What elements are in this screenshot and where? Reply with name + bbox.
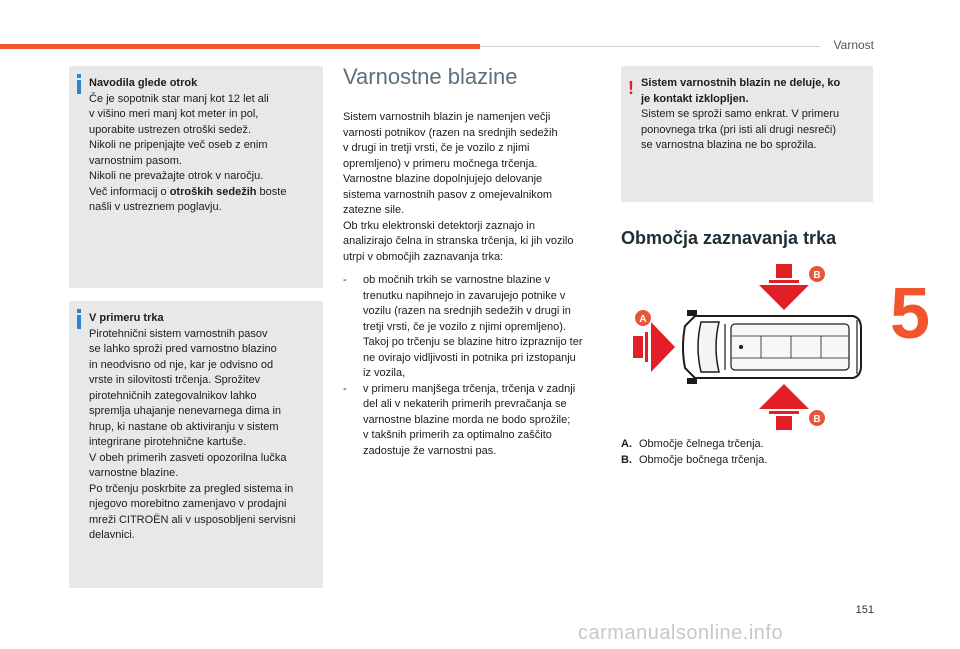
text-line: sistema varnostnih pasov z omejevalnikom: [343, 188, 553, 201]
text-line: delavnici.: [89, 529, 135, 541]
text-line: V obeh primerih zasveti opozorilna lučka: [89, 451, 287, 464]
side-impact-arrow-top: [759, 264, 809, 310]
side-impact-arrow-bottom: [759, 384, 809, 430]
info-box-collision-title: V primeru trka: [89, 312, 164, 324]
text-line: Sistem se sproži samo enkrat. V primeru: [641, 108, 840, 120]
text-line: [89, 185, 317, 201]
text-line: zatezne sile.: [343, 204, 405, 216]
text-line: varnostne blazine morda ne bodo sprožile;: [363, 413, 571, 426]
page-title: Varnostne blazine: [343, 64, 518, 89]
text-line: Ob trku elektronski detektorji zaznajo in: [343, 219, 535, 232]
text-line: pirotehničnih zategovalnikov lahko: [89, 389, 257, 402]
info-box-children: [69, 66, 323, 288]
warning-box-text: [641, 76, 867, 154]
text-line: analizirajo čelna in stranska trčenja, ki jih vozilo: [343, 235, 574, 247]
bullet-list: [343, 273, 605, 459]
text-line: zadostuje že varnostni pas.: [363, 444, 497, 457]
text-line: integrirane pirotehnične kartuše.: [89, 436, 247, 448]
text-line: v drugi in tretji vrsti, če je vozilo z njimi: [343, 142, 530, 154]
text-line: Nikoli ne prevažajte otrok v naročju.: [89, 170, 264, 182]
list-dash: -: [343, 382, 347, 395]
text-line: Pirotehnični sistem varnostnih pasov: [89, 327, 268, 340]
text-line: ponovnega trka (pri isti ali drugi nesreči): [641, 123, 837, 136]
watermark: carmanualsonline.info: [578, 622, 784, 644]
text-line: utrpi v območjih zaznavanja trka:: [343, 250, 504, 263]
text-line: varnostne blazine.: [89, 467, 179, 479]
text-line: hrup, ki nastane ob aktiviranju v sistem: [89, 420, 279, 433]
legend-text: Območje bočnega trčenja.: [639, 453, 768, 466]
text-line: trenutku napihnejo in zavarujejo potnike v: [363, 289, 566, 302]
text-line: Sistem varnostnih blazin je namenjen večji: [343, 111, 551, 123]
text-line: uporabite ustrezen otroški sedež.: [89, 123, 252, 136]
text-line: ne ovirajo vidljivosti in potnika pri izstopanju: [363, 351, 576, 364]
text-line: v primeru manjšega trčenja, trčenja v zadnji: [363, 382, 576, 395]
detection-heading: Območja zaznavanja trka: [621, 228, 837, 248]
chapter-number: 5: [889, 274, 930, 354]
info-icon: [77, 80, 81, 94]
text-line: Nikoli ne pripenjajte več oseb z enim: [89, 139, 268, 151]
text-line: spremlja uhajanje nenevarnega dima in: [89, 405, 282, 417]
page-number: 151: [855, 604, 874, 616]
text-line: opremljeno) v primeru močnega trčenja.: [343, 157, 538, 170]
text-line: v višino meri manj kot meter in pol,: [89, 108, 259, 120]
legend-item: [621, 437, 767, 453]
text-line: Če je sopotnik star manj kot 12 let ali: [89, 92, 269, 105]
marker-a-label: A: [639, 314, 647, 325]
list-dash: -: [343, 274, 347, 286]
marker-b-bottom: [809, 410, 825, 426]
text-line: Po trčenju poskrbite za pregled sistema in: [89, 482, 294, 495]
section-title: Varnost: [833, 38, 874, 52]
text-line: in neodvisno od nje, kar je odvisno od: [89, 358, 274, 371]
marker-b-label: B: [813, 270, 821, 281]
text-line: vozilu (razen na srednjih sedežih v drugi in: [363, 305, 571, 317]
text-line: varnostnim pasom.: [89, 154, 182, 167]
info-box-collision-text: [89, 311, 317, 544]
info-box-children-text: [89, 76, 317, 216]
marker-a: [635, 310, 651, 326]
text-run: boste: [256, 185, 287, 198]
header-accent-bar: [0, 44, 480, 49]
text-line: se varnostna blazina ne bo sprožila.: [641, 139, 817, 151]
legend-item: [621, 453, 767, 469]
text-line: se lahko sproži pred varnostno blazino: [89, 343, 277, 355]
warning-box: [621, 66, 873, 202]
diagram-legend: [621, 437, 767, 468]
legend-label: A.: [621, 438, 632, 450]
child-seats-reference: otroških sedežih: [169, 185, 257, 198]
warning-box-title: je kontakt izklopljen.: [641, 92, 749, 105]
vehicle-top-view: [683, 310, 861, 384]
detection-zones-diagram: [621, 258, 871, 434]
text-line: ob močnih trkih se varnostne blazine v: [363, 274, 551, 286]
text-line: Takoj po trčenju se blazine hitro izpraznijo ter: [363, 336, 583, 348]
header-rule: [480, 46, 820, 47]
info-box-collision: [69, 301, 323, 588]
text-run: Več informacij o: [89, 185, 170, 198]
text-line: iz vozila,: [363, 367, 406, 379]
text-line: mreži CITROËN ali v usposobljeni servisni: [89, 513, 296, 526]
front-impact-arrow: [633, 322, 675, 372]
info-icon: [77, 315, 81, 329]
legend-label: B.: [621, 453, 632, 466]
text-line: v takšnih primerih za optimalno zaščito: [363, 429, 552, 441]
text-line: tretji vrsti, če je vozilo z njimi opremljeno).: [363, 320, 566, 333]
text-line: našli v ustreznem poglavju.: [89, 201, 222, 213]
text-line: Varnostne blazine dopolnjujejo delovanje: [343, 173, 543, 185]
text-line: del ali v nekaterih primerih prevračanja se: [363, 398, 567, 410]
list-item: [343, 273, 605, 382]
legend-text: Območje čelnega trčenja.: [639, 438, 764, 450]
text-line: vrste in silovitosti trčenja. Sprožitev: [89, 374, 261, 386]
marker-b-top: [809, 266, 825, 282]
info-box-children-title: Navodila glede otrok: [89, 77, 198, 89]
marker-b-label: B: [813, 414, 821, 425]
list-item: [343, 382, 605, 460]
text-line: njegovo morebitno zamenjavo v prodajni: [89, 498, 287, 510]
warning-box-title: Sistem varnostnih blazin ne deluje, ko: [641, 77, 841, 89]
text-line: varnosti potnikov (razen na srednjih sedežih: [343, 126, 558, 139]
main-body: [343, 110, 605, 459]
warning-icon: !: [628, 78, 634, 98]
